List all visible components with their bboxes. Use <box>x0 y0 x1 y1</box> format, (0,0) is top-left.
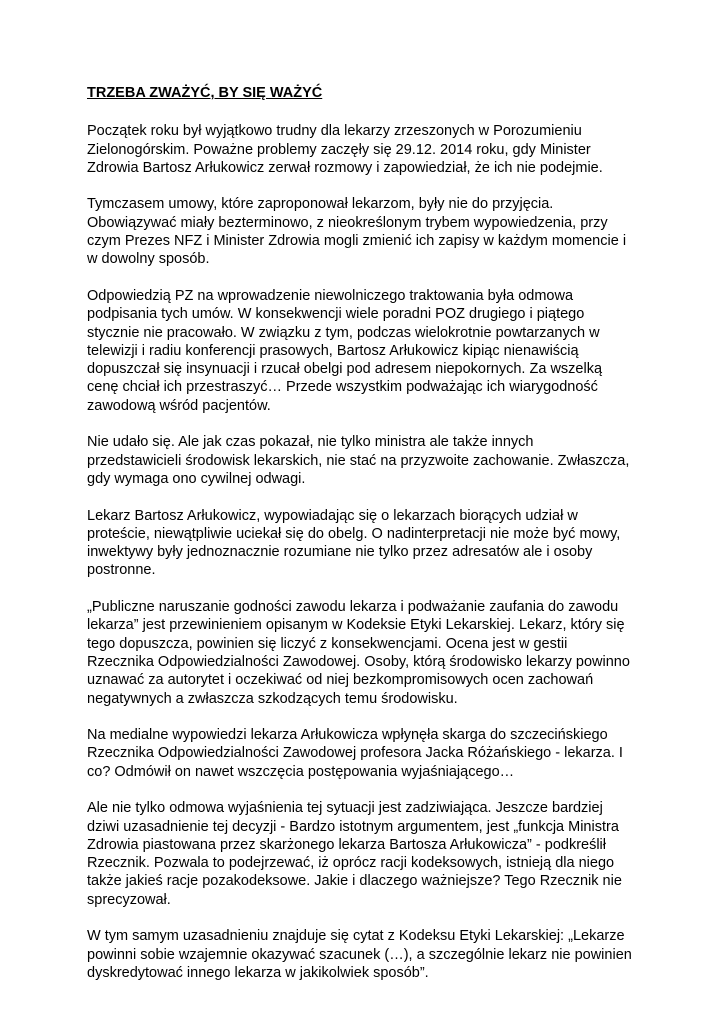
text-line: gdy wymaga ono cywilnej odwagi. <box>87 470 306 487</box>
text-line: Lekarz Bartosz Arłukowicz, wypowiadając się o lekarzach biorących udział w <box>87 507 578 524</box>
text-line: uznawać za autorytet i oczekiwać od niej bezkompromisowych ocen zachowań <box>87 672 594 689</box>
paragraph-1 <box>87 122 647 177</box>
paragraph-5 <box>87 507 647 580</box>
text-line: podpisania tych umów. W konsekwencji wiele poradni POZ drugiego i piątego <box>87 306 585 323</box>
paragraph-3 <box>87 287 647 415</box>
text-line: Na medialne wypowiedzi lekarza Arłukowicza wpłynęła skarga do szczecińskiego <box>87 727 608 744</box>
text-line: dopuszczał się insynuacji i rzucał obelgi pod adresem niepokornych. Za wszelką <box>87 361 603 378</box>
text-line: zawodową wśród pacjentów. <box>87 397 271 414</box>
paragraph-2 <box>87 195 647 268</box>
text-line: także jakieś racje pozakodeksowe. Jakie i dlaczego ważniejsze? Tego Rzecznik nie <box>87 873 622 890</box>
text-line: Rzecznik. Pozwala to podejrzewać, iż oprócz racji kodeksowych, istnieją dla niego <box>87 855 615 872</box>
text-line: Zdrowia piastowana przez skarżonego lekarza Bartosza Arłukowicza” - podkreślił <box>87 836 607 853</box>
text-line: Początek roku był wyjątkowo trudny dla lekarzy zrzeszonych w Porozumieniu <box>87 123 582 140</box>
text-line: Rzecznika Odpowiedzialności Zawodowej. Osoby, którą środowisko lekarzy powinno <box>87 653 630 670</box>
text-line: powinni sobie wzajemnie okazywać szacunek (…), a szczególnie lekarz nie powinien <box>87 946 632 963</box>
text-line: sprecyzował. <box>87 891 171 908</box>
text-line: Obowiązywać miały bezterminowo, z nieokreślonym trybem wypowiedzenia, przy <box>87 214 608 231</box>
text-line: postronne. <box>87 562 156 579</box>
text-line: telewizji i radiu konferencji prasowych, Bartosz Arłukowicz kipiąc nienawiścią <box>87 342 579 359</box>
text-line: co? Odmówił on nawet wszczęcia postępowania wyjaśniającego… <box>87 763 515 780</box>
text-line: W tym samym uzasadnieniu znajduje się cytat z Kodeksu Etyki Lekarskiej: „Lekarze <box>87 928 625 945</box>
text-line: Tymczasem umowy, które zaproponował lekarzom, były nie do przyjęcia. <box>87 196 554 213</box>
paragraph-7 <box>87 726 647 781</box>
document-body <box>87 84 647 1001</box>
paragraph-9 <box>87 927 647 982</box>
text-line: Ale nie tylko odmowa wyjaśnienia tej sytuacji jest zadziwiająca. Jeszcze bardziej <box>87 800 603 817</box>
text-line: lekarza” jest przewinieniem opisanym w Kodeksie Etyki Lekarskiej. Lekarz, który się <box>87 617 625 634</box>
paragraph-8 <box>87 799 647 909</box>
text-line: dyskredytować innego lekarza w jakikolwiek sposób”. <box>87 964 429 981</box>
text-line: Odpowiedzią PZ na wprowadzenie niewolniczego traktowania była odmowa <box>87 287 574 304</box>
text-line: proteście, niewątpliwie uciekał się do obelg. O nadinterpretacji nie może być mowy, <box>87 525 621 542</box>
text-line: cenę chciał ich przestraszyć… Przede wszystkim podważając ich wiarygodność <box>87 379 598 396</box>
text-line: stycznie nie pracowało. W związku z tym, podczas wielokrotnie powtarzanych w <box>87 324 600 341</box>
text-line: dziwi uzasadnienie tej decyzji - Bardzo istotnym argumentem, jest „funkcja Ministra <box>87 818 619 835</box>
text-line: Zdrowia Bartosz Arłukowicz zerwał rozmowy i zapowiedział, że ich nie podejmie. <box>87 159 603 176</box>
text-line: Zielonogórskim. Poważne problemy zaczęły się 29.12. 2014 roku, gdy Minister <box>87 141 591 158</box>
document-title: TRZEBA ZWAŻYĆ, BY SIĘ WAŻYĆ <box>87 85 323 101</box>
text-line: inwektywy były jednoznacznie rozumiane nie tylko przez adresatów ale i osoby <box>87 544 593 561</box>
text-line: w dowolny sposób. <box>87 251 210 268</box>
paragraph-4 <box>87 433 647 488</box>
text-line: przedstawicieli środowisk lekarskich, nie stać na przyzwoite zachowanie. Zwłaszcza, <box>87 452 630 469</box>
text-line: Rzecznika Odpowiedzialności Zawodowej profesora Jacka Różańskiego - lekarza. I <box>87 745 623 762</box>
text-line: czym Prezes NFZ i Minister Zdrowia mogli zmienić ich zapisy w każdym momencie i <box>87 233 627 250</box>
text-line: „Publiczne naruszanie godności zawodu lekarza i podważanie zaufania do zawodu <box>87 599 619 616</box>
text-line: negatywnych a zwłaszcza szkodzących temu środowisku. <box>87 690 458 707</box>
paragraph-6 <box>87 598 647 708</box>
text-line: tego dopuszcza, powinien się liczyć z konsekwencjami. Ocena jest w gestii <box>87 635 568 652</box>
text-line: Nie udało się. Ale jak czas pokazał, nie tylko ministra ale także innych <box>87 434 534 451</box>
